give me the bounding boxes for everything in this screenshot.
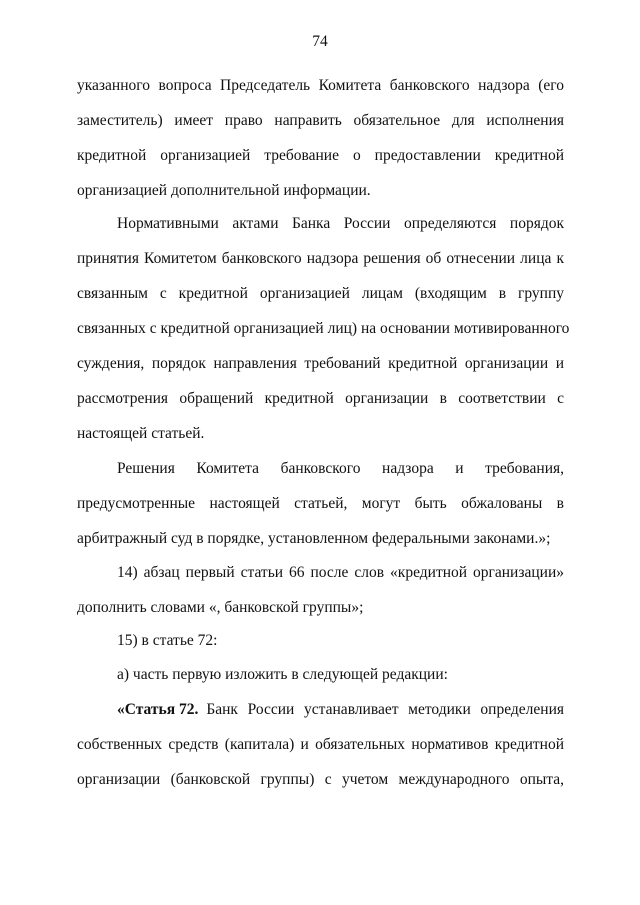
text-line: 14) абзац первый статьи 66 после слов «кредитной организации»: [117, 564, 564, 581]
text-line: предусмотренные настоящей статьей, могут быть обжалованы в: [77, 495, 564, 512]
text-line: рассмотрения обращений кредитной организации в соответствии с: [77, 390, 564, 407]
text-line: связанных с кредитной организацией лиц) на основании мотивированного: [77, 320, 570, 337]
text-line: настоящей статьей.: [77, 425, 205, 442]
text-line: кредитной организацией требование о предоставлении кредитной: [77, 147, 564, 164]
text-line: Нормативными актами Банка России определяются порядок: [117, 215, 564, 232]
text-line: 15) в статье 72:: [117, 632, 218, 649]
text-line: Решения Комитета банковского надзора и требования,: [117, 460, 564, 477]
page-number: 74: [312, 33, 328, 50]
text-line: организации (банковской группы) с учетом международного опыта,: [77, 771, 564, 788]
text-line: Банк России устанавливает методики определения: [206, 701, 564, 718]
text-line: а) часть первую изложить в следующей редакции:: [117, 666, 448, 683]
text-line: принятия Комитетом банковского надзора решения об отнесении лица к: [77, 250, 564, 267]
text-line: указанного вопроса Председатель Комитета банковского надзора (его: [77, 77, 564, 94]
text-line: дополнить словами «, банковской группы»;: [77, 599, 364, 616]
article-heading: «Статья 72.: [117, 701, 199, 718]
text-line: организацией дополнительной информации.: [77, 182, 371, 199]
text-line: арбитражный суд в порядке, установленном федеральными законами.»;: [77, 530, 551, 547]
text-line: заместитель) имеет право направить обязательное для исполнения: [77, 112, 564, 129]
article-line: [117, 701, 564, 719]
text-line: суждения, порядок направления требований кредитной организации и: [77, 355, 564, 372]
text-line: связанным с кредитной организацией лицам (входящим в группу: [77, 285, 564, 302]
text-line: собственных средств (капитала) и обязательных нормативов кредитной: [77, 736, 564, 753]
